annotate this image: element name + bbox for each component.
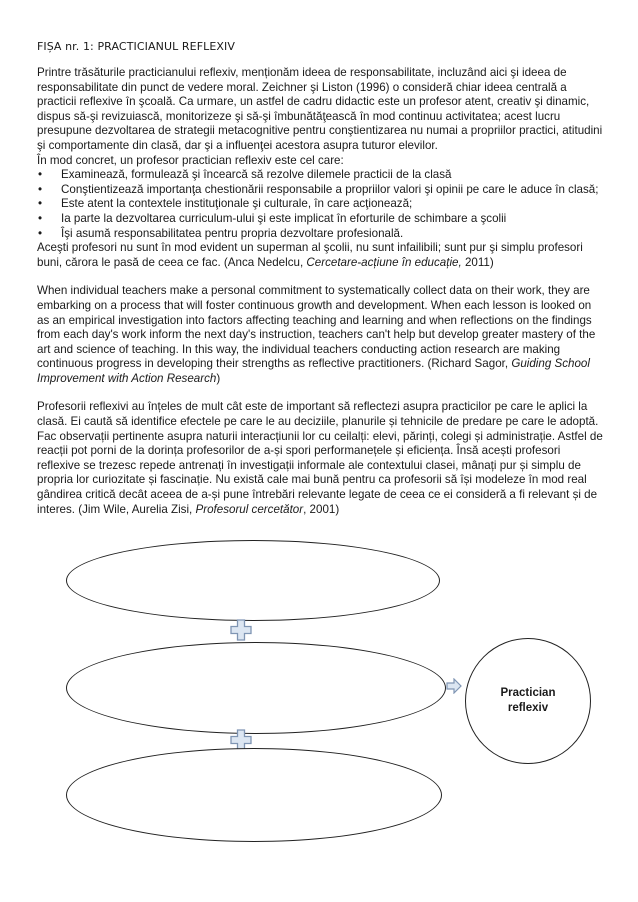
list-item: • Este atent la contextele instituţionale şi culturale, în care acţionează; bbox=[37, 197, 603, 212]
practician-reflexiv-circle bbox=[465, 638, 591, 764]
traits-list bbox=[37, 168, 603, 241]
english-text: When individual teachers make a personal commitment to systematically collect data on their work, they are embarking on a process that will foster continuous growth and development. When each lesson is looked on as an empirical investigation into factors affecting teaching and learning and when reflections on the findings from each day's work inform the next day's instruction, teachers can't help but develop greater mastery of the art and science of teaching. In this way, the individual teachers conducting action research are making continuous progress in developing their strengths as reflective practitioners. (Richard Sagor, bbox=[37, 284, 596, 371]
paragraph-spacer bbox=[37, 386, 603, 400]
list-item: • Îşi asumă responsabilitatea pentru propria dezvoltare profesională. bbox=[37, 227, 603, 242]
wile-paragraph bbox=[37, 400, 603, 517]
plus-icon bbox=[230, 619, 252, 641]
circle-label: Practician reflexiv bbox=[500, 687, 556, 714]
closing-text: Aceşti profesori nu sunt în mod evident un superman al şcolii, nu sunt infailibili; sunt pur şi simplu profesori buni, cărora le pasă de ceea ce fac. (Anca Nedelcu, bbox=[37, 241, 583, 269]
closing-paragraph bbox=[37, 241, 603, 270]
list-item: • Examinează, formulează şi încearcă să rezolve dilemele practicii de la clasă bbox=[37, 168, 603, 183]
arrow-right-icon bbox=[446, 678, 462, 694]
worksheet-title: FIȘA nr. 1: PRACTICIANUL REFLEXIV bbox=[37, 40, 236, 53]
english-citation-end: ) bbox=[216, 371, 221, 385]
wile-citation-end: , 2001) bbox=[303, 502, 340, 516]
list-item: • Ia parte la dezvoltarea curriculum-ului şi este implicat în eforturile de schimbare a şcolii bbox=[37, 212, 603, 227]
empty-ellipse-top bbox=[66, 540, 440, 621]
body-text bbox=[37, 66, 603, 517]
intro-paragraph: Printre trăsăturile practicianului reflexiv, menționăm ideea de responsabilitate, incluzând aici şi ideea de responsabilitate din punct de vedere moral. Zeichner şi Liston (1996) o consideră chiar ideea centrală a practicii reflexive în şcoală. Ca urmare, un astfel de cadru didactic este un profesor atent, creativ şi dinamic, dispus să-şi revizuiască, monitorizeze şi să-şi îmbunătăţească în mod continuu activitatea; acest lucru presupune dezvoltarea de strategii metacognitive pentru conştientizarea nu numai a propriilor practici, atitudini şi comportamente din clasă, dar şi a influenţei acestora asupra tuturor elevilor. bbox=[37, 66, 603, 152]
plus-icon bbox=[230, 729, 252, 751]
closing-citation-year: 2011) bbox=[461, 255, 494, 269]
paragraph-spacer bbox=[37, 270, 603, 284]
empty-ellipse-bottom bbox=[66, 748, 442, 842]
closing-citation-title: Cercetare-acțiune în educație, bbox=[306, 255, 462, 269]
intro-lead: În mod concret, un profesor practician reflexiv este cel care: bbox=[37, 153, 344, 167]
wile-citation-title: Profesorul cercetător bbox=[195, 502, 304, 516]
list-item: • Conştientizează importanţa chestionării responsabile a propriilor valori şi opinii pe care le aduce în clasă; bbox=[37, 183, 603, 198]
english-citation-title: Guiding School Improvement with Action Research bbox=[37, 357, 590, 385]
english-paragraph bbox=[37, 284, 603, 386]
empty-ellipse-middle bbox=[66, 642, 446, 734]
wile-text: Profesorii reflexivi au înțeles de mult cât este de important să reflectezi asupra practicilor pe care le aplici la clasă. Ei caută să identifice efectele pe care le au deciziile, planurile și tehnicile de predare pe care le adoptă. Fac observații pertinente asupra naturii interacțiunii lor cu ceilalți: elevi, părinți, colegi și administrație. Astfel de reacții pot porni de la dorința profesorilor de a-și spori performanețele și eficiența. Însă acești profesori reflexive se trezesc repede antrenați în investigații informale ale contextului clasei, mânați pur și simplu de propria lor curiozitate și fascinație. Nu există cale mai bună pentru ca profesorii să își modeleze în mod real gândirea critică decât aceea de a-și pune întrebări relevante legate de ceea ce ei consideră a fi relevant și de interes. (Jim Wile, Aurelia Zisi, bbox=[37, 400, 603, 516]
